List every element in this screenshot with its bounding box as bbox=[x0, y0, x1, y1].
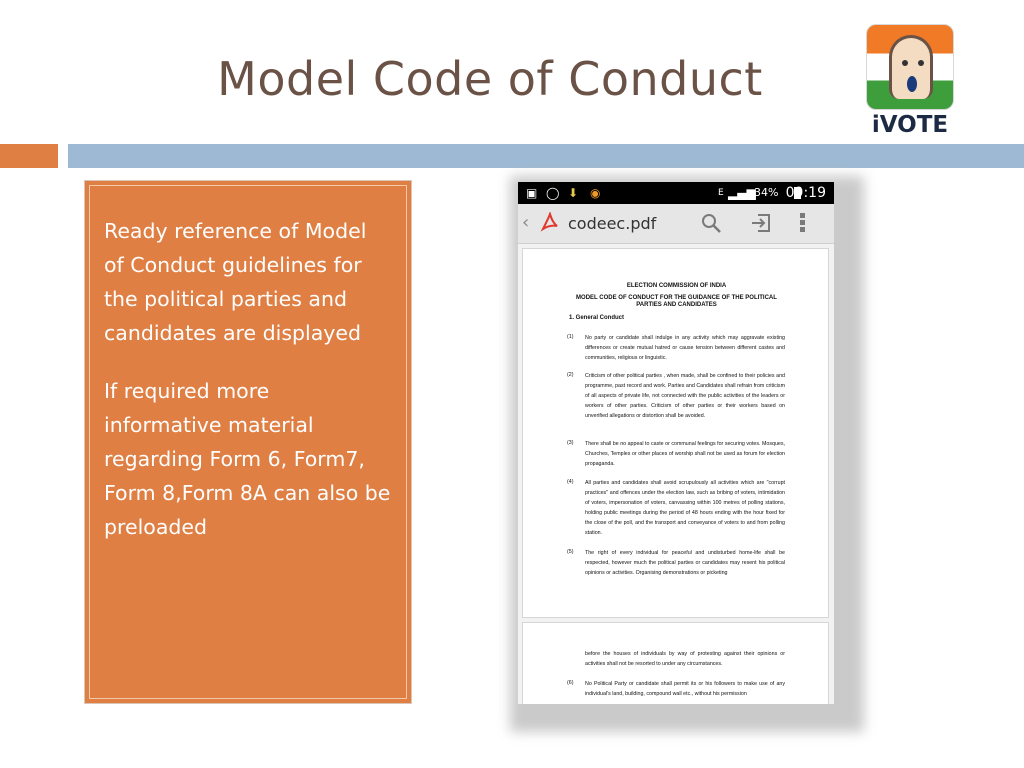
signal-icon: ▂▄▆ bbox=[728, 186, 756, 200]
panel-paragraph: If required more informative material regarding Form 6, Form7, Form 8,Form 8A can also be preloaded bbox=[104, 379, 391, 539]
accent-bar-blue bbox=[68, 144, 1024, 168]
search-icon[interactable] bbox=[700, 212, 722, 234]
pdf-page bbox=[522, 248, 829, 618]
overflow-menu-icon[interactable] bbox=[800, 213, 806, 233]
whatsapp-icon: ◯ bbox=[546, 186, 560, 200]
battery-percent: 34% bbox=[754, 186, 779, 199]
text-panel bbox=[84, 180, 412, 704]
pdf-paragraph-continued: before the houses of individuals by way of protesting against their opinions or activities shall not be resorted to under any circumstances. bbox=[585, 651, 785, 667]
pdf-clause-text: The right of every individual for peaceful and undisturbed home-life shall be respected, however much the political parties or candidates may resent his political opinions or activities. Organising demonstrations or picketing bbox=[585, 550, 785, 576]
back-icon[interactable]: ‹ bbox=[522, 212, 530, 233]
pdf-clause-number: (3) bbox=[567, 440, 574, 446]
pdf-page bbox=[522, 622, 829, 704]
slide-title: Model Code of Conduct bbox=[217, 52, 763, 106]
logo-text: iVOTE bbox=[871, 112, 949, 138]
pdf-clause-text: No party or candidate shall indulge in any activity which may aggravate existing differences or create mutual hatred or cause tension between different castes and communities, religious or linguistic. bbox=[585, 335, 785, 361]
clock: 09:19 bbox=[785, 185, 826, 201]
pdf-subheading: PARTIES AND CANDIDATES bbox=[636, 302, 717, 308]
open-in-icon[interactable] bbox=[750, 212, 772, 234]
pdf-clause-text: There shall be no appeal to caste or communal feelings for securing votes. Mosques, Churches, Temples or other places of worship shall not be used as forum for election propaganda. bbox=[585, 441, 785, 467]
action-bar bbox=[518, 204, 834, 244]
ivote-logo bbox=[862, 24, 958, 140]
pdf-clause-number: (5) bbox=[567, 549, 574, 555]
gallery-icon: ▣ bbox=[526, 186, 538, 200]
network-type: E bbox=[718, 188, 724, 198]
pdf-clause-number: (1) bbox=[567, 334, 574, 340]
pdf-clause-number: (6) bbox=[567, 680, 574, 686]
pdf-clause-text: All parties and candidates shall avoid scrupulously all activities which are "corrupt practices" and offences under the election law, such as bribing of voters, intimidation of voters, impersonation of voters, canvassing within 100 metres of polling stations, holding public meetings during the period of 48 hours ending with the hour fixed for the close of the poll, and the transport and conveyance of voters to and from polling station. bbox=[585, 480, 785, 536]
status-bar bbox=[518, 182, 834, 204]
pdf-clause-text: Criticism of other political parties , when made, shall be confined to their policies and programme, past record and work. Parties and Candidates shall refrain from criticism of all aspects of private life, not connected with the public activities of the leaders or workers of other parties. Criticism of other parties or their workers based on unverified allegations or distortion shall be avoided. bbox=[585, 373, 785, 419]
document-title: codeec.pdf bbox=[568, 214, 657, 233]
pdf-subheading: MODEL CODE OF CONDUCT FOR THE GUIDANCE OF THE POLITICAL bbox=[576, 295, 777, 301]
pdf-clause-number: (4) bbox=[567, 479, 574, 485]
download-icon: ⬇ bbox=[568, 186, 579, 200]
pdf-icon bbox=[540, 212, 560, 232]
phone-screenshot bbox=[518, 182, 834, 704]
accent-bar-orange bbox=[0, 144, 58, 168]
pdf-section-title: 1. General Conduct bbox=[569, 315, 625, 321]
pdf-clause-number: (2) bbox=[567, 372, 574, 378]
pdf-heading: ELECTION COMMISSION OF INDIA bbox=[626, 283, 727, 289]
app-icon: ◉ bbox=[590, 186, 601, 200]
pdf-clause-text: No Political Party or candidate shall permit its or his followers to make use of any individual's land, building, compound wall etc., without his permission bbox=[585, 681, 785, 697]
logo-flag-icon bbox=[866, 24, 954, 110]
logo-face-icon bbox=[889, 35, 933, 99]
panel-paragraph: Ready reference of Model of Conduct guidelines for the political parties and candidates are displayed bbox=[104, 219, 367, 345]
